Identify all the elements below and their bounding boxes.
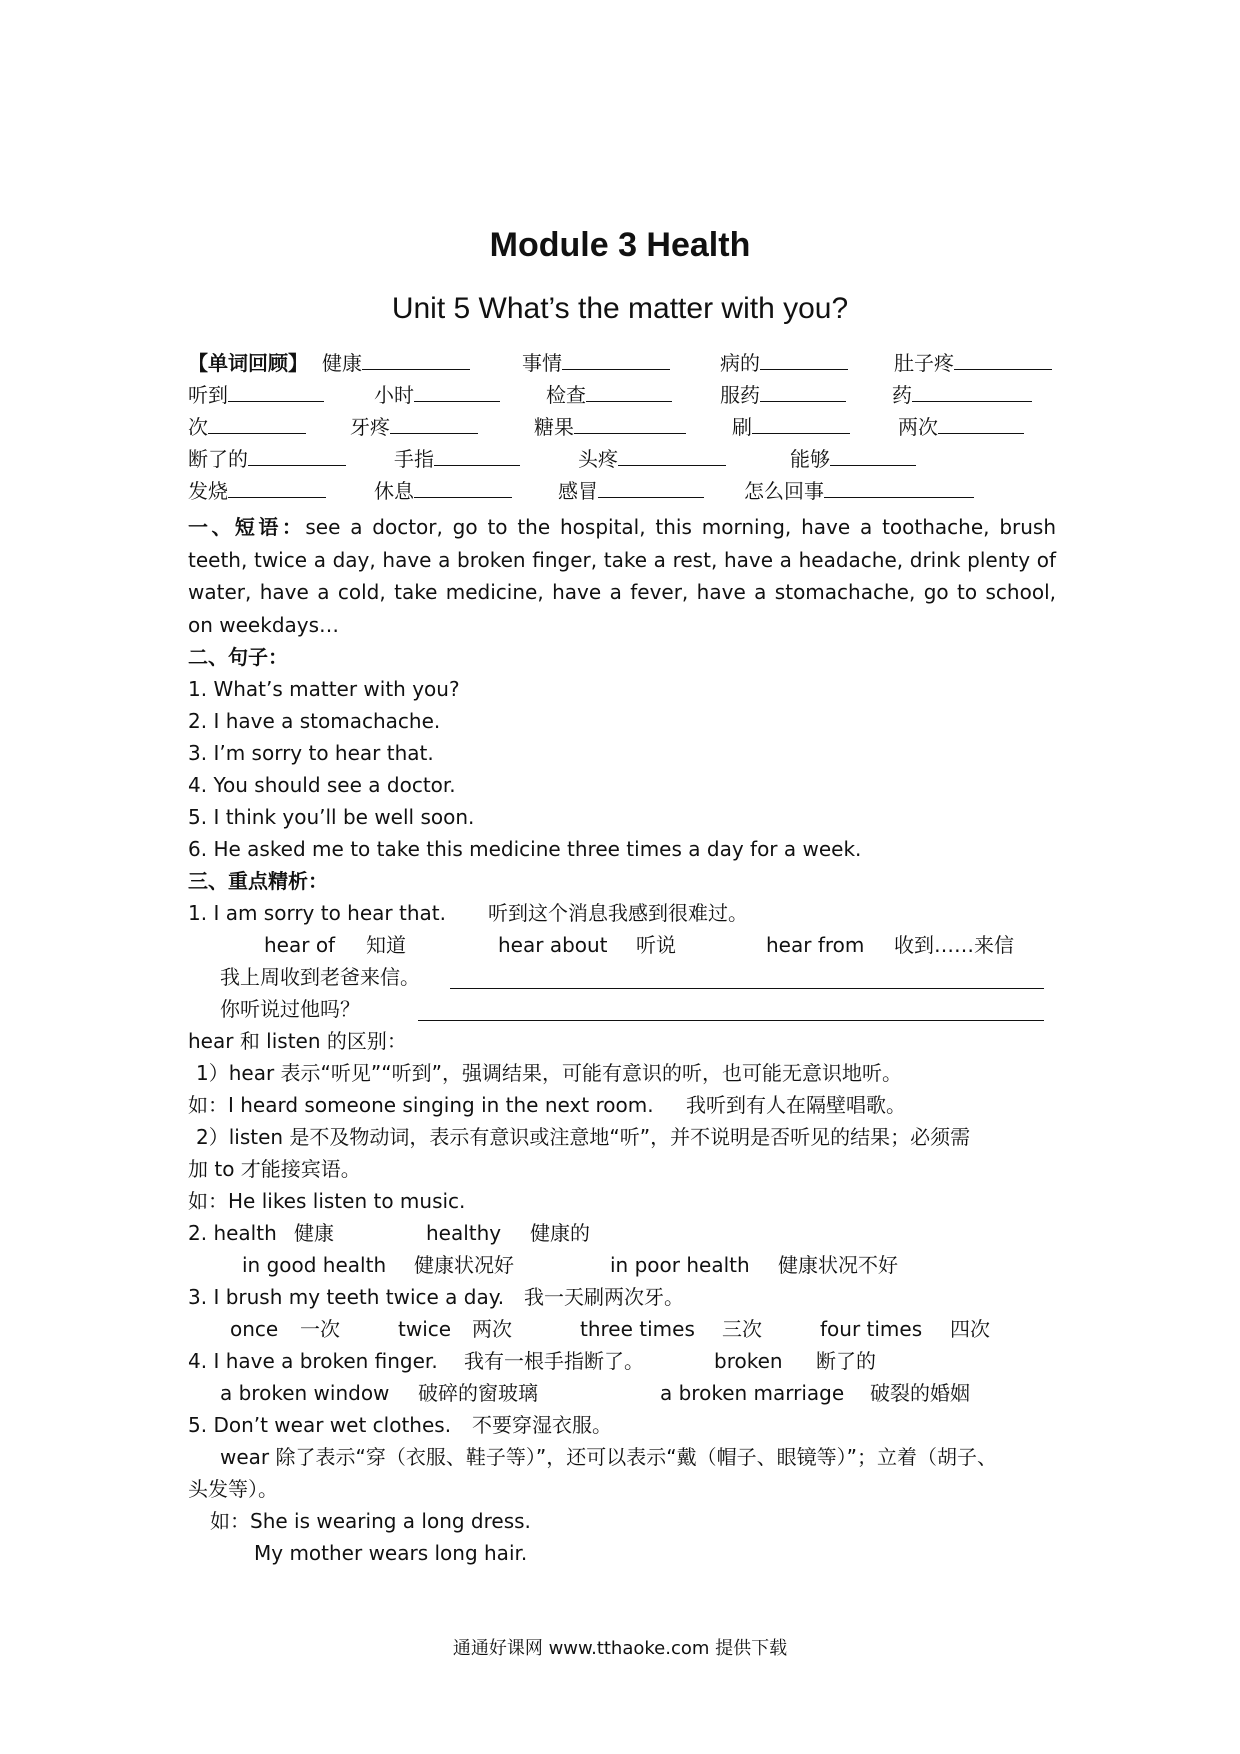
point1-english: 1. I am sorry to hear that. <box>188 901 446 925</box>
analysis-heading: 三、重点精析： <box>188 869 328 893</box>
vocab-word: 听到 <box>188 382 324 408</box>
hear-listen-diff-title: hear 和 listen 的区别： <box>188 1029 407 1053</box>
point5-chinese: 不要穿湿衣服。 <box>472 1413 612 1437</box>
vocab-word: 刷 <box>732 414 850 440</box>
point2-healthy: healthy <box>426 1221 502 1245</box>
sentence-item: 2. I have a stomachache. <box>188 709 441 733</box>
exercise-1-prompt: 我上周收到老爸来信。 <box>220 965 420 989</box>
word-three-times: three times <box>580 1317 695 1341</box>
point1-chinese: 听到这个消息我感到很难过。 <box>488 901 748 925</box>
phrase-hear-of: hear of <box>264 933 336 957</box>
wear-note-cont: 头发等）。 <box>188 1477 278 1501</box>
hear-example-zh: 我听到有人在隔壁唱歌。 <box>686 1093 906 1117</box>
phrases-heading: 一、短语： <box>188 515 306 539</box>
wear-example-1: 如：She is wearing a long dress. <box>210 1509 531 1533</box>
vocab-word: 牙疼 <box>350 414 478 440</box>
point3-english: 3. I brush my teeth twice a day. <box>188 1285 505 1309</box>
exercise-1-answer-line[interactable] <box>450 988 1044 989</box>
listen-example: 如：He likes listen to music. <box>188 1189 466 1213</box>
answer-blank[interactable] <box>824 479 974 498</box>
phrase-hear-from: hear from <box>766 933 865 957</box>
answer-blank[interactable] <box>228 383 324 402</box>
hear-definition: 1）hear 表示“听见”“听到”，强调结果，可能有意识的听，也可能无意识地听。 <box>196 1061 902 1085</box>
answer-blank[interactable] <box>598 479 704 498</box>
word-broken: broken <box>714 1349 783 1373</box>
vocab-word: 肚子疼 <box>894 350 1052 376</box>
sentence-item: 6. He asked me to take this medicine three times a day for a week. <box>188 837 862 861</box>
vocab-word: 怎么回事 <box>744 478 974 504</box>
vocab-word: 健康 <box>322 350 470 376</box>
answer-blank[interactable] <box>414 479 512 498</box>
answer-blank[interactable] <box>912 383 1032 402</box>
answer-blank[interactable] <box>390 415 478 434</box>
point2-good-health-zh: 健康状况好 <box>414 1253 514 1277</box>
word-four-times-zh: 四次 <box>950 1317 990 1341</box>
word-four-times: four times <box>820 1317 923 1341</box>
phrase-hear-from-zh: 收到……来信 <box>894 933 1014 957</box>
point2-poor-health-zh: 健康状况不好 <box>778 1253 898 1277</box>
point3-chinese: 我一天刷两次牙。 <box>524 1285 684 1309</box>
sentence-item: 1. What’s matter with you? <box>188 677 460 701</box>
vocab-word: 断了的 <box>188 446 346 472</box>
vocab-word: 小时 <box>374 382 500 408</box>
wear-example-2: My mother wears long hair. <box>254 1541 528 1565</box>
wear-note: wear 除了表示“穿（衣服、鞋子等）”，还可以表示“戴（帽子、眼镜等）”；立着（胡子、 <box>220 1445 997 1469</box>
vocab-heading: 【单词回顾】 <box>188 351 308 375</box>
vocab-word: 能够 <box>790 446 916 472</box>
vocab-word: 药 <box>892 382 1032 408</box>
phrases-text: see a doctor, go to the hospital, this morning, have a toothache, brush teeth, twice a day, have a broken finger, take a rest, have a headache, drink plenty of water, have a cold, take medicine, have a fever, have a stomachache, go to school, on weekdays… <box>188 515 1057 637</box>
answer-blank[interactable] <box>362 351 470 370</box>
phrase-hear-of-zh: 知道 <box>366 933 406 957</box>
answer-blank[interactable] <box>228 479 326 498</box>
vocab-word: 检查 <box>546 382 672 408</box>
answer-blank[interactable] <box>760 383 846 402</box>
answer-blank[interactable] <box>938 415 1024 434</box>
point2-good-health: in good health <box>242 1253 387 1277</box>
phrase-hear-about: hear about <box>498 933 608 957</box>
vocab-row-1 <box>188 350 1058 376</box>
phrase-hear-about-zh: 听说 <box>636 933 676 957</box>
vocab-row-5 <box>188 478 1058 504</box>
phrase-broken-marriage-zh: 破裂的婚姻 <box>870 1381 970 1405</box>
vocab-word: 休息 <box>374 478 512 504</box>
vocab-word: 感冒 <box>558 478 704 504</box>
phrase-broken-window: a broken window <box>220 1381 390 1405</box>
word-twice-zh: 两次 <box>472 1317 512 1341</box>
vocab-row-3 <box>188 414 1058 440</box>
sentence-item: 3. I’m sorry to hear that. <box>188 741 434 765</box>
listen-definition-cont: 加 to 才能接宾语。 <box>188 1157 361 1181</box>
answer-blank[interactable] <box>586 383 672 402</box>
sentence-item: 5. I think you’ll be well soon. <box>188 805 475 829</box>
page-subtitle: Unit 5 What’s the matter with you? <box>391 292 849 325</box>
exercise-2-answer-line[interactable] <box>418 1020 1044 1021</box>
vocab-word: 事情 <box>522 350 670 376</box>
vocab-word: 两次 <box>898 414 1024 440</box>
answer-blank[interactable] <box>830 447 916 466</box>
vocab-word: 头疼 <box>578 446 726 472</box>
answer-blank[interactable] <box>760 351 848 370</box>
sentence-item: 4. You should see a doctor. <box>188 773 456 797</box>
answer-blank[interactable] <box>752 415 850 434</box>
point5-english: 5. Don’t wear wet clothes. <box>188 1413 452 1437</box>
word-broken-zh: 断了的 <box>816 1349 876 1373</box>
vocab-row-2 <box>188 382 1058 408</box>
listen-definition: 2）listen 是不及物动词，表示有意识或注意地“听”，并不说明是否听见的结果；必须需 <box>196 1125 971 1149</box>
point2-health-zh: 健康 <box>294 1221 334 1245</box>
vocab-word: 次 <box>188 414 306 440</box>
page-footer: 通通好课网 www.tthaoke.com 提供下载 <box>452 1638 788 1659</box>
point4-chinese: 我有一根手指断了。 <box>464 1349 644 1373</box>
answer-blank[interactable] <box>618 447 726 466</box>
vocab-word: 手指 <box>394 446 520 472</box>
sentences-heading: 二、句子： <box>188 645 288 669</box>
vocab-word: 服药 <box>720 382 846 408</box>
page-title: Module 3 Health <box>489 226 751 264</box>
vocab-word: 病的 <box>720 350 848 376</box>
word-three-times-zh: 三次 <box>722 1317 762 1341</box>
answer-blank[interactable] <box>414 383 500 402</box>
point2-healthy-zh: 健康的 <box>530 1221 590 1245</box>
answer-blank[interactable] <box>248 447 346 466</box>
phrases-paragraph <box>188 511 1056 641</box>
vocab-word: 发烧 <box>188 478 326 504</box>
hear-example-en: 如：I heard someone singing in the next room. <box>188 1093 654 1117</box>
answer-blank[interactable] <box>574 415 686 434</box>
point2-health: 2. health <box>188 1221 277 1245</box>
point2-poor-health: in poor health <box>610 1253 750 1277</box>
word-once-zh: 一次 <box>300 1317 340 1341</box>
answer-blank[interactable] <box>208 415 306 434</box>
phrase-broken-window-zh: 破碎的窗玻璃 <box>418 1381 538 1405</box>
word-twice: twice <box>398 1317 452 1341</box>
phrase-broken-marriage: a broken marriage <box>660 1381 845 1405</box>
answer-blank[interactable] <box>954 351 1052 370</box>
point4-english: 4. I have a broken finger. <box>188 1349 438 1373</box>
vocab-row-4 <box>188 446 1058 472</box>
vocab-word: 糖果 <box>534 414 686 440</box>
answer-blank[interactable] <box>434 447 520 466</box>
exercise-2-prompt: 你听说过他吗？ <box>220 997 360 1021</box>
word-once: once <box>230 1317 279 1341</box>
answer-blank[interactable] <box>562 351 670 370</box>
